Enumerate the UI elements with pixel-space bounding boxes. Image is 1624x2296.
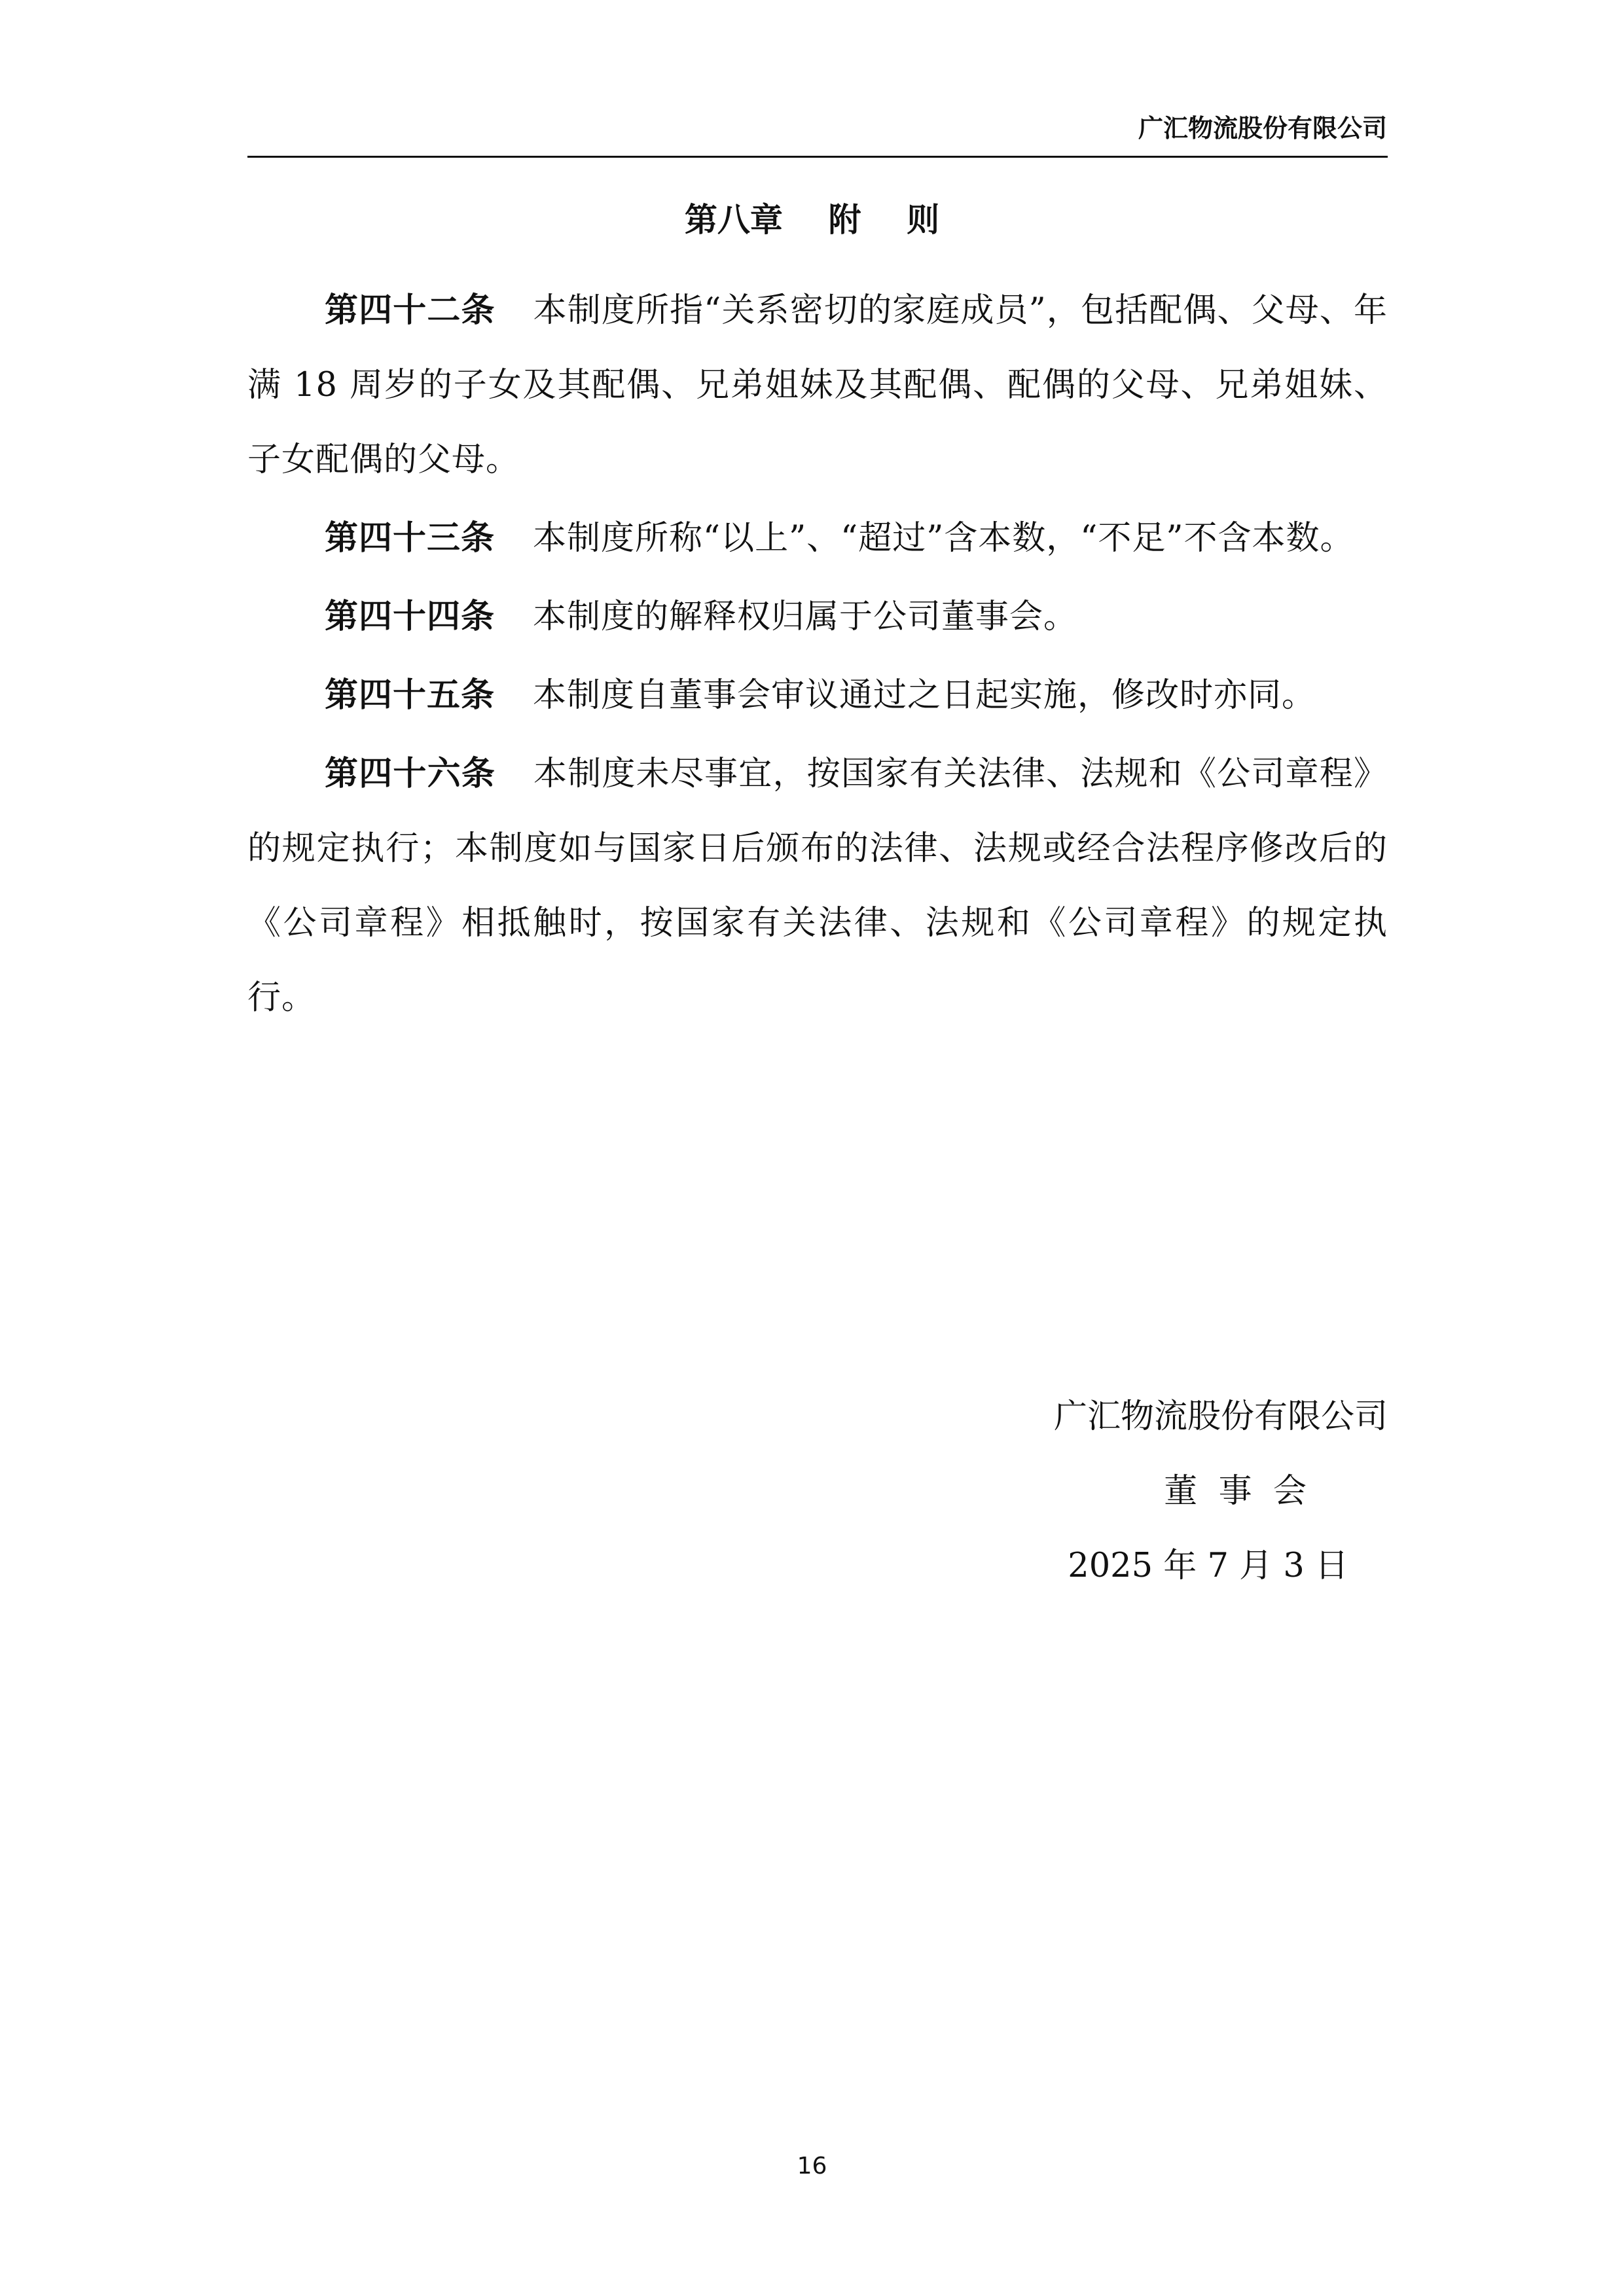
article-text: 本制度自董事会审议通过之日起实施，修改时亦同。 bbox=[533, 676, 1316, 715]
article-number: 第四十四条 bbox=[325, 598, 496, 636]
chapter-title: 第八章 附 则 bbox=[684, 201, 940, 239]
signature-block bbox=[982, 1380, 1388, 1604]
article-text: 本制度的解释权归属于公司董事会。 bbox=[533, 598, 1078, 636]
article-number: 第四十六条 bbox=[325, 755, 496, 793]
article-number: 第四十二条 bbox=[325, 291, 496, 330]
header-divider bbox=[247, 156, 1388, 158]
article-45 bbox=[247, 658, 1388, 733]
header-company-name: 广汇物流股份有限公司 bbox=[1138, 114, 1387, 143]
article-text: 本制度所指“关系密切的家庭成员”，包括配偶、父母、年满 18 周岁的子女及其配偶、兄弟姐妹及其配偶、配偶的父母、兄弟姐妹、子女配偶的父母。 bbox=[247, 291, 1388, 479]
signature-company: 广汇物流股份有限公司 bbox=[1053, 1397, 1388, 1436]
article-46 bbox=[247, 737, 1388, 1035]
signature-date: 2025 年 7 月 3 日 bbox=[1068, 1547, 1348, 1585]
article-44 bbox=[247, 580, 1388, 655]
article-number: 第四十三条 bbox=[325, 519, 496, 558]
signature-board: 董 事 会 bbox=[1164, 1472, 1307, 1511]
page-number: 16 bbox=[797, 2153, 827, 2179]
article-number: 第四十五条 bbox=[325, 676, 496, 715]
article-42 bbox=[247, 274, 1388, 497]
document-body bbox=[247, 274, 1388, 1039]
article-text: 本制度所称“以上”、“超过”含本数，“不足”不含本数。 bbox=[533, 519, 1354, 558]
article-text: 本制度未尽事宜，按国家有关法律、法规和《公司章程》的规定执行；本制度如与国家日后颁布的法律、法规或经合法程序修改后的《公司章程》相抵触时，按国家有关法律、法规和《公司章程》的规定执行。 bbox=[247, 755, 1388, 1017]
article-43 bbox=[247, 501, 1388, 576]
